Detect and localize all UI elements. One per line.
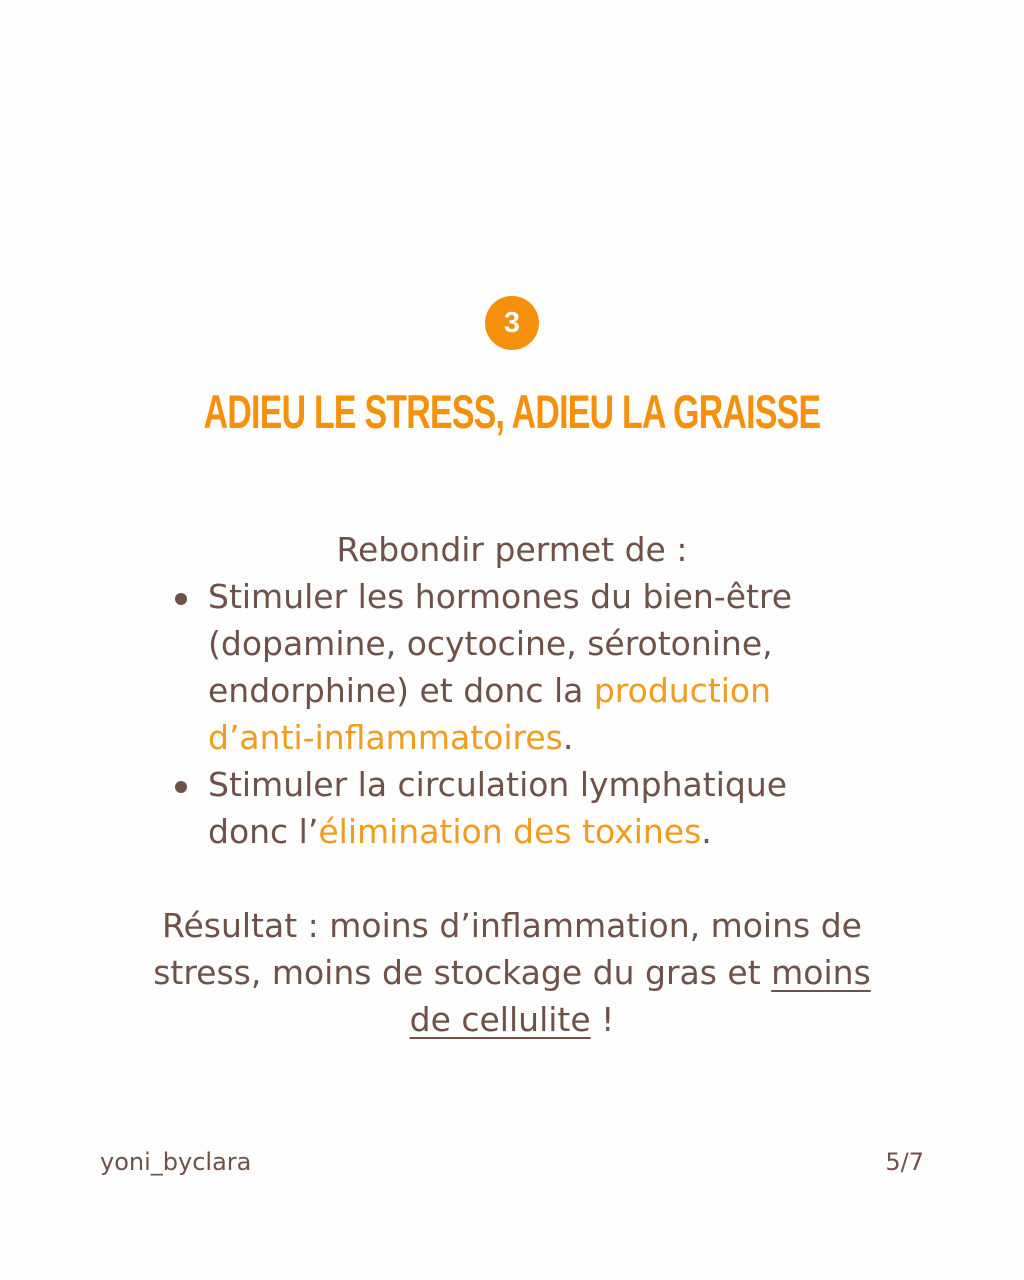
bullet-text-end: . <box>701 812 712 851</box>
highlighted-text: production d’anti-inflammatoires <box>208 671 772 757</box>
list-item <box>208 573 874 761</box>
result-text-start: Résultat : moins d’inflammation, moins de stress, moins de stockage du gras et <box>153 906 862 992</box>
slide-title: ADIEU LE STRESS, ADIEU LA GRAISSE <box>203 385 821 438</box>
author-handle: yoni_byclara <box>100 1148 252 1176</box>
page-indicator: 5/7 <box>885 1148 924 1176</box>
bullet-text: Stimuler les hormones du bien-être (dopamine, ocytocine, sérotonine, endorphine) et donc la <box>208 577 793 710</box>
result-text-end: ! <box>590 1000 615 1039</box>
list-item <box>208 761 874 855</box>
step-number-badge: 3 <box>485 296 539 350</box>
slide-content <box>150 526 874 1043</box>
intro-text: Rebondir permet de : <box>336 530 688 569</box>
underlined-text: moins de cellulite <box>409 953 871 1039</box>
bullet-text-end: . <box>562 718 574 757</box>
benefits-list <box>150 573 874 855</box>
bullet-text: Stimuler la circulation lymphatique donc l’ <box>208 765 788 851</box>
highlighted-text: élimination des toxines <box>318 812 702 851</box>
result-text <box>150 902 874 1043</box>
